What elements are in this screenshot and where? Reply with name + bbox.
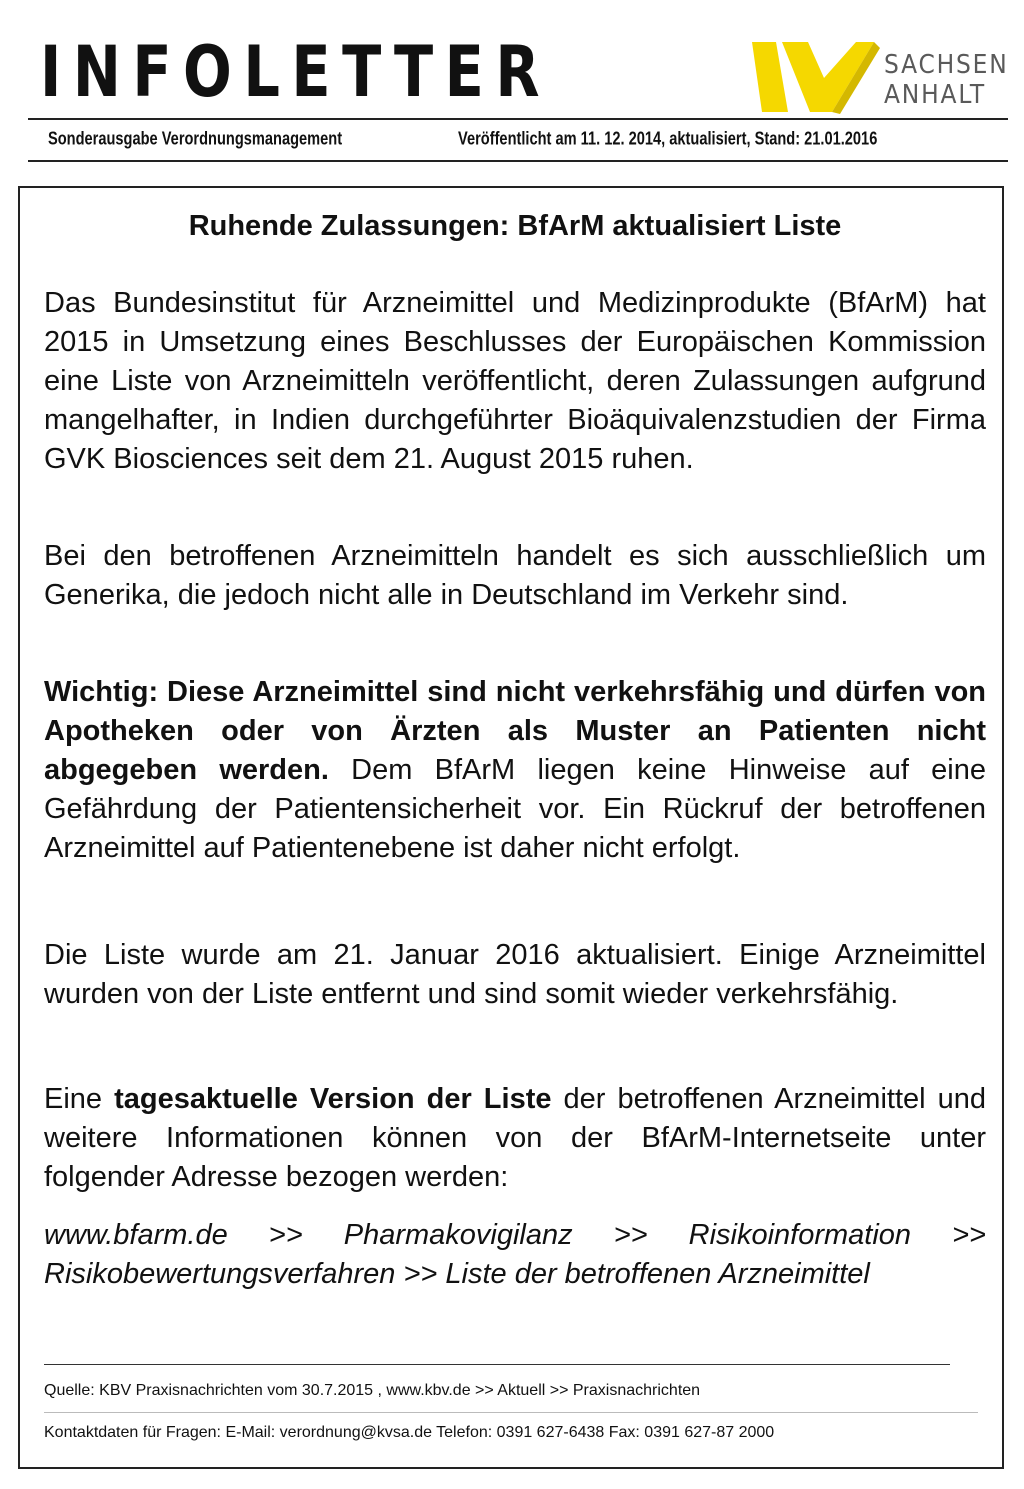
logo-text-anhalt: ANHALT bbox=[884, 80, 987, 110]
list-info-bold: tagesaktuelle Version der Liste bbox=[114, 1083, 552, 1115]
source-note: Quelle: KBV Praxisnachrichten vom 30.7.2015 , www.kbv.de >> Aktuell >> Praxisnachrichten bbox=[44, 1382, 701, 1399]
header-rule-bottom bbox=[28, 160, 1008, 162]
list-info-end: der betroffenen Arzneimittel und weitere Informationen können von der BfArM-Internetseite unter folgender Adresse bezogen werden: bbox=[44, 1083, 986, 1193]
paragraph-intro: Das Bundesinstitut für Arzneimittel und Medizinprodukte (BfArM) hat 2015 in Umsetzung eines Beschlusses der Europäischen Kommission eine Liste von Arzneimitteln veröffentlicht, deren Zulassungen aufgrund mangelhafter, in Indien durchgeführter Bioäquivalenzstudien der Firma GVK Biosciences seit dem 21. August 2015 ruhen. bbox=[44, 287, 986, 475]
paragraph-update: Die Liste wurde am 21. Januar 2016 aktualisiert. Einige Arzneimittel wurden von der Liste entfernt und sind somit wieder verkehrsfähig. bbox=[44, 939, 986, 1010]
contact-info: Kontaktdaten für Fragen: E-Mail: verordnung@kvsa.de Telefon: 0391 627-6438 Fax: 0391 627-87 2000 bbox=[44, 1424, 775, 1441]
logo-left-bar bbox=[752, 42, 788, 112]
warning-rest-text: Dem BfArM liegen keine Hinweise auf eine Gefährdung der Patientensicherheit vor. Ein Rückruf der betroffenen Arzneimittel auf Patientenebene ist daher nicht erfolgt. bbox=[44, 754, 986, 864]
bfarm-link-path[interactable] bbox=[44, 1216, 986, 1294]
logo-text-sachsen: SACHSEN bbox=[884, 50, 1009, 80]
bfarm-link-text[interactable]: www.bfarm.de >> Pharmakovigilanz >> Risikoinformation >> Risikobewertungsverfahren >> Liste der betroffenen Arzneimittel bbox=[44, 1219, 986, 1290]
paragraph-warning bbox=[44, 673, 986, 868]
warning-bold-text: Wichtig: Diese Arzneimittel sind nicht verkehrsfähig und dürfen von Apotheken oder von Ärzten als Muster an Patienten nicht abgegeben werden. bbox=[44, 676, 986, 786]
published-date: Veröffentlicht am 11. 12. 2014, aktualisiert, Stand: 21.01.2016 bbox=[458, 128, 878, 150]
footer-rule bbox=[44, 1364, 950, 1365]
infoletter-title: INFOLETTER bbox=[40, 31, 552, 113]
kv-logo-icon bbox=[752, 34, 902, 114]
edition-label: Sonderausgabe Verordnungsmanagement bbox=[48, 128, 343, 150]
footer-divider bbox=[44, 1412, 978, 1413]
article-title: Ruhende Zulassungen: BfArM aktualisiert Liste bbox=[188, 210, 842, 242]
header-rule bbox=[28, 118, 1008, 120]
list-info-start: Eine bbox=[44, 1083, 115, 1115]
paragraph-generika: Bei den betroffenen Arzneimitteln handelt es sich ausschließlich um Generika, die jedoch nicht alle in Deutschland im Verkehr sind. bbox=[44, 540, 986, 611]
paragraph-list-info bbox=[44, 1080, 986, 1197]
